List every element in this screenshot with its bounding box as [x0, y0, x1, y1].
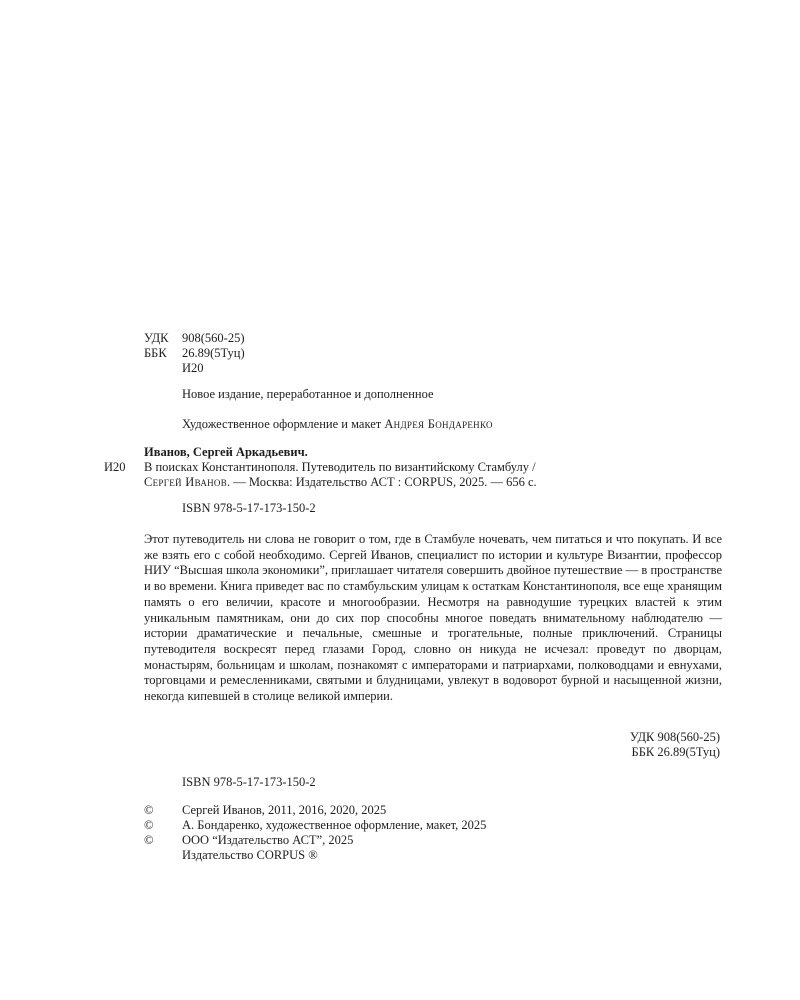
- edition-note: Новое издание, переработанное и дополненное: [182, 387, 434, 401]
- bbk-bottom: ББК 26.89(5Туц): [631, 745, 720, 759]
- bbk-line: [144, 346, 245, 361]
- copyright-text: А. Бондаренко, художественное оформление, макет, 2025: [182, 818, 487, 832]
- imprint-line: [144, 475, 537, 490]
- udk-line: [144, 331, 245, 346]
- bbk-label: ББК: [144, 346, 167, 360]
- design-credit-text: Художественное оформление и макет: [182, 417, 385, 431]
- udk-bottom: УДК 908(560-25): [629, 730, 720, 744]
- publisher-line: Издательство CORPUS ®: [182, 848, 318, 862]
- copyright-icon: ©: [144, 833, 154, 847]
- author-mark: И20: [182, 361, 204, 375]
- isbn-top: ISBN 978-5-17-173-150-2: [182, 501, 316, 515]
- copyright-icon: ©: [144, 818, 154, 832]
- margin-author-mark: И20: [104, 460, 126, 474]
- design-credit: [182, 417, 493, 432]
- author-small-caps: Сергей Иванов: [144, 475, 228, 489]
- author-heading: Иванов, Сергей Аркадьевич.: [144, 445, 308, 459]
- copyright-text: ООО “Издательство АСТ”, 2025: [182, 833, 354, 847]
- copyright-line: [144, 803, 386, 818]
- designer-name: Андрея Бондаренко: [384, 417, 493, 431]
- annotation-paragraph: Этот путеводитель ни слова не говорит о том, где в Стамбуле ночевать, чем питаться и что покупать. И все же взять его с собой необходимо. Сергей Иванов, специалист по истории и культуре Византии, профессор НИУ “Высшая школа экономики”, приглашает читателя совершить двойное путешествие — в пространстве и во времени. Книга приведет вас по стамбульским улицам к остаткам Константинополя, все еще хранящим память о его величии, красоте и многообразии. Несмотря на равнодушие турецких властей к этим уникальным памятникам, они до сих пор способны многое поведать внимательному наблюдателю — истории драматические и печальные, смешные и трогательные, полные приключений. Страницы путеводителя воскресят перед глазами Город, словно он никуда не исчезал: проведут по дворцам, монастырям, больницам и школам, познакомят с императорами и патриархами, полководцами и евнухами, торговцами и ремесленниками, святыми и блудницами, увлекут в водоворот бурной и насыщенной жизни, некогда кипевшей в столице великой империи.: [144, 532, 722, 704]
- book-title-line: В поисках Константинополя. Путеводитель по византийскому Стамбулу /: [144, 460, 536, 474]
- copyright-line: [144, 833, 353, 848]
- isbn-bottom: ISBN 978-5-17-173-150-2: [182, 775, 316, 789]
- copyright-icon: ©: [144, 803, 154, 817]
- copyright-text: Сергей Иванов, 2011, 2016, 2020, 2025: [182, 803, 387, 817]
- copyright-line: [144, 818, 486, 833]
- bbk-value: 26.89(5Туц): [182, 346, 245, 360]
- udk-value: 908(560-25): [182, 331, 245, 345]
- imprint-text: . — Москва: Издательство АСТ : CORPUS, 2025. — 656 с.: [227, 475, 537, 489]
- udk-label: УДК: [144, 331, 169, 345]
